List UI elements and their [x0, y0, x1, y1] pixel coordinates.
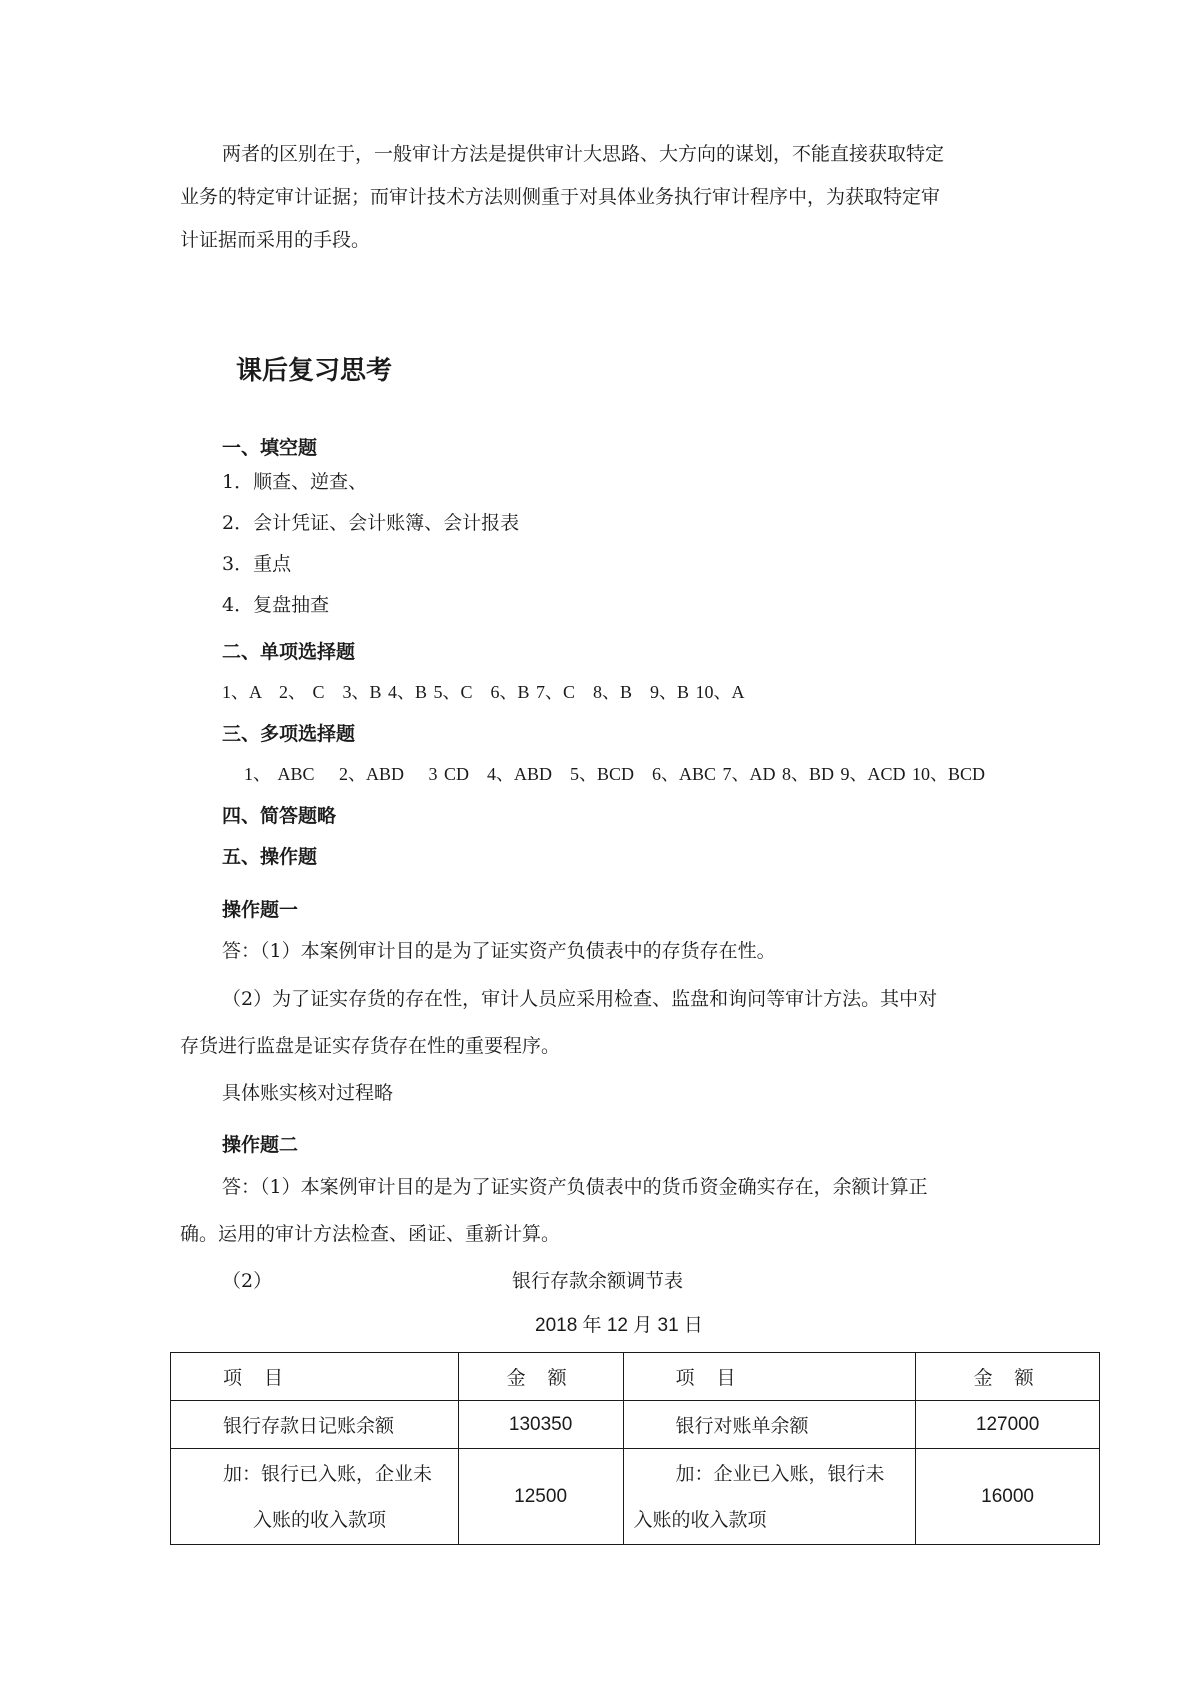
header-item-left: 项 目 — [171, 1353, 459, 1401]
operation-q2-answer-2-label: （2） — [222, 1270, 273, 1292]
row2-left-item-line-2: 入账的收入款项 — [253, 1508, 387, 1531]
row1-right-amount: 127000 — [916, 1401, 1100, 1449]
operation-q1-answer-2-line-2: 存货进行监盘是证实存货存在性的重要程序。 — [180, 1035, 561, 1057]
operation-q2-heading: 操作题二 — [222, 1134, 299, 1156]
fill-blank-item-2: 2．会计凭证、会计账簿、会计报表 — [222, 512, 520, 534]
fill-blank-item-3: 3．重点 — [222, 553, 292, 575]
row2-right-item-line-1: 加：企业已入账，银行未 — [675, 1462, 885, 1485]
multi-choice-heading: 三、多项选择题 — [222, 723, 356, 745]
intro-line-3: 计证据而采用的手段。 — [180, 229, 371, 251]
header-amount-left: 金 额 — [458, 1353, 623, 1401]
header-amount-right: 金 额 — [916, 1353, 1100, 1401]
fill-blank-item-4: 4．复盘抽查 — [222, 594, 330, 616]
row2-left-amount: 12500 — [458, 1449, 623, 1545]
multi-choice-answers: 1、 ABC 2、ABD 3 CD 4、ABD 5、BCD 6、ABC 7、AD 8、BD 9、ACD 10、BCD — [244, 764, 986, 784]
fill-blank-item-1: 1．顺查、逆查、 — [222, 471, 368, 493]
row2-right-item — [623, 1449, 916, 1545]
row2-left-item-line-1: 加：银行已入账，企业未 — [223, 1462, 433, 1485]
table-header-row — [171, 1353, 1100, 1401]
operation-heading: 五、操作题 — [222, 846, 318, 868]
operation-q2-answer-1-line-2: 确。运用的审计方法检查、函证、重新计算。 — [180, 1223, 561, 1245]
operation-q1-answer-1: 答：（1）本案例审计目的是为了证实资产负债表中的存货存在性。 — [222, 940, 776, 962]
table-date: 2018 年 12 月 31 日 — [535, 1315, 703, 1336]
operation-q2-answer-1-line-1: 答：（1）本案例审计目的是为了证实资产负债表中的货币资金确实存在，余额计算正 — [222, 1176, 928, 1198]
short-answer-heading: 四、简答题略 — [222, 805, 337, 827]
table-row — [171, 1401, 1100, 1449]
single-choice-answers: 1、A 2、 C 3、B 4、B 5、C 6、B 7、C 8、B 9、B 10、A — [222, 682, 745, 702]
section-title: 课后复习思考 — [236, 356, 393, 386]
row1-right-item: 银行对账单余额 — [623, 1401, 916, 1449]
row2-right-item-line-2: 入账的收入款项 — [633, 1508, 767, 1531]
operation-q1-note: 具体账实核对过程略 — [222, 1082, 394, 1104]
row2-left-item — [171, 1449, 459, 1545]
row1-left-amount: 130350 — [458, 1401, 623, 1449]
row1-left-item: 银行存款日记账余额 — [171, 1401, 459, 1449]
single-choice-heading: 二、单项选择题 — [222, 641, 356, 663]
row2-right-amount: 16000 — [916, 1449, 1100, 1545]
intro-line-1: 两者的区别在于，一般审计方法是提供审计大思路、大方向的谋划，不能直接获取特定 — [222, 143, 945, 165]
header-item-right: 项 目 — [623, 1353, 916, 1401]
table-row — [171, 1449, 1100, 1545]
operation-q1-heading: 操作题一 — [222, 899, 299, 921]
intro-line-2: 业务的特定审计证据；而审计技术方法则侧重于对具体业务执行审计程序中，为获取特定审 — [180, 186, 941, 208]
operation-q1-answer-2-line-1: （2）为了证实存货的存在性，审计人员应采用检查、监盘和询问等审计方法。其中对 — [222, 988, 938, 1010]
table-title: 银行存款余额调节表 — [512, 1270, 684, 1292]
fill-blank-heading: 一、填空题 — [222, 437, 318, 459]
reconciliation-table — [170, 1352, 1100, 1545]
